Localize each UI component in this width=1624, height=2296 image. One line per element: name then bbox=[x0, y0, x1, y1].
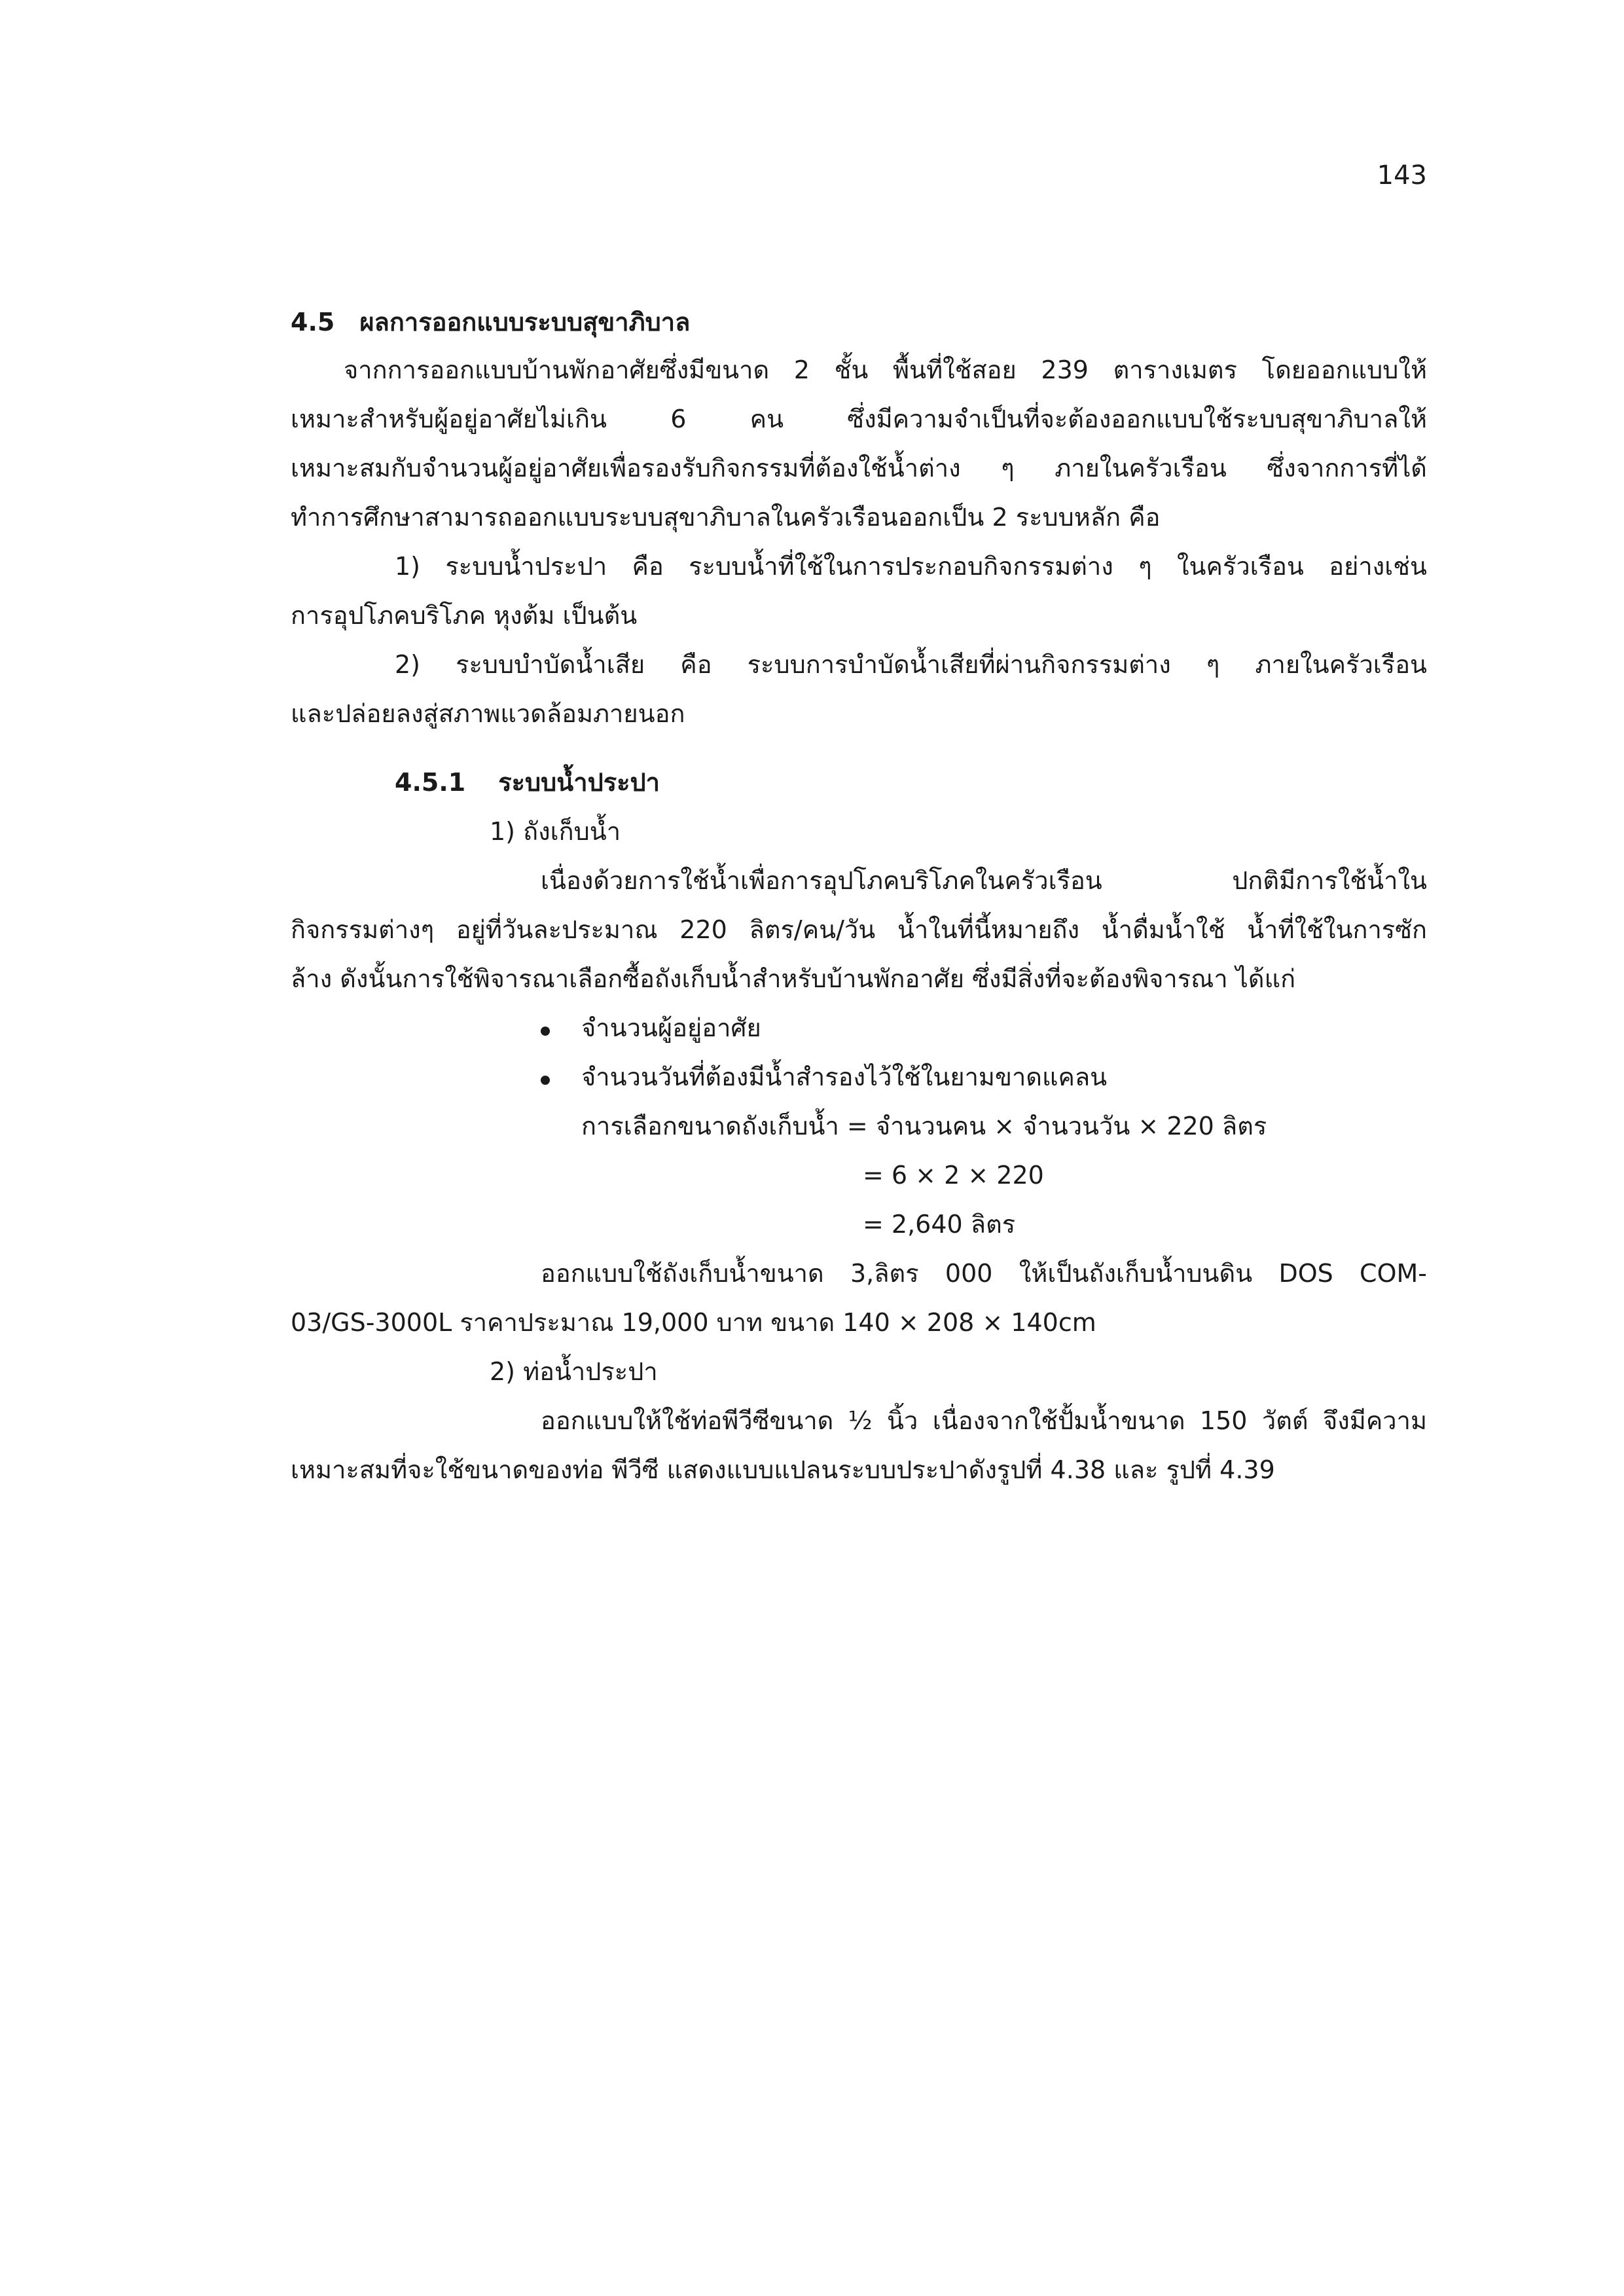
item-2-para-line-2: เหมาะสมที่จะใช้ขนาดของท่อ พีวีซี แสดงแบบแปลนระบบประปาดังรูปที่ 4.38 และ รูปที่ 4.39 bbox=[291, 1455, 1275, 1484]
system-2-line-1: 2) ระบบบำบัดน้ำเสีย คือ ระบบการบำบัดน้ำเสียที่ผ่านกิจกรรมต่าง ๆ ภายในครัวเรือน bbox=[395, 650, 1427, 679]
tank-design-line-1: ออกแบบใช้ถังเก็บน้ำขนาด 3,ลิตร 000 ให้เป็นถังเก็บน้ำบนดิน DOS COM- bbox=[541, 1259, 1427, 1288]
bullet-dot bbox=[541, 1076, 550, 1085]
bullet-item-2: จำนวนวันที่ต้องมีน้ำสำรองไว้ใช้ในยามขาดแคลน bbox=[581, 1063, 1108, 1091]
item-1-para-line-1: เนื่องด้วยการใช้น้ำเพื่อการอุปโภคบริโภคในครัวเรือน ปกติมีการใช้น้ำใน bbox=[541, 866, 1427, 895]
item-1-para-line-2: กิจกรรมต่างๆ อยู่ที่วันละประมาณ 220 ลิตร/คน/วัน น้ำในที่นี้หมายถึง น้ำดื่มน้ำใช้ น้ำที่ใช้ในการซัก bbox=[291, 915, 1427, 944]
bullet-dot bbox=[541, 1027, 550, 1036]
section-title: ผลการออกแบบระบบสุขาภิบาล bbox=[359, 308, 691, 337]
item-1-para-line-3: ล้าง ดังนั้นการใช้พิจารณาเลือกซื้อถังเก็บน้ำสำหรับบ้านพักอาศัย ซึ่งมีสิ่งที่จะต้องพิจารณา ได้แก่ bbox=[291, 964, 1296, 993]
item-2-para-line-1: ออกแบบให้ใช้ท่อพีวีซีขนาด ½ นิ้ว เนื่องจากใช้ปั้มน้ำขนาด 150 วัตต์ จึงมีความ bbox=[541, 1406, 1427, 1435]
section-number: 4.5 bbox=[291, 308, 335, 337]
system-2-line-2: และปล่อยลงสู่สภาพแวดล้อมภายนอก bbox=[291, 699, 685, 728]
page-number: 143 bbox=[1377, 160, 1427, 191]
subsection-number: 4.5.1 bbox=[395, 768, 466, 797]
system-1-line-1: 1) ระบบน้ำประปา คือ ระบบน้ำที่ใช้ในการประกอบกิจกรรมต่าง ๆ ในครัวเรือน อย่างเช่น bbox=[395, 552, 1427, 581]
intro-line-3: เหมาะสมกับจำนวนผู้อยู่อาศัยเพื่อรองรับกิจกรรมที่ต้องใช้น้ำต่าง ๆ ภายในครัวเรือน ซึ่งจากการที่ได้ bbox=[291, 454, 1427, 483]
intro-line-1: จากการออกแบบบ้านพักอาศัยซึ่งมีขนาด 2 ชั้น พื้นที่ใช้สอย 239 ตารางเมตร โดยออกแบบให้ bbox=[344, 355, 1427, 384]
system-1-line-2: การอุปโภคบริโภค หุงต้ม เป็นต้น bbox=[291, 601, 638, 630]
subsection-heading bbox=[395, 763, 660, 802]
item-2-title: 2) ท่อน้ำประปา bbox=[490, 1357, 658, 1386]
bullet-item-1: จำนวนผู้อยู่อาศัย bbox=[581, 1013, 761, 1042]
tank-design-line-2: 03/GS-3000L ราคาประมาณ 19,000 บาท ขนาด 140 × 208 × 140cm bbox=[291, 1308, 1096, 1337]
formula-line-1: การเลือกขนาดถังเก็บน้ำ = จำนวนคน × จำนวนวัน × 220 ลิตร bbox=[581, 1112, 1267, 1140]
subsection-title: ระบบน้ำประปา bbox=[498, 768, 660, 797]
section-heading bbox=[291, 302, 690, 342]
intro-line-2: เหมาะสำหรับผู้อยู่อาศัยไม่เกิน 6 คน ซึ่งมีความจำเป็นที่จะต้องออกแบบใช้ระบบสุขาภิบาลให้ bbox=[291, 405, 1427, 433]
formula-line-2: = 6 × 2 × 220 bbox=[863, 1161, 1044, 1190]
intro-line-4: ทำการศึกษาสามารถออกแบบระบบสุขาภิบาลในครัวเรือนออกเป็น 2 ระบบหลัก คือ bbox=[291, 503, 1161, 532]
item-1-title: 1) ถังเก็บน้ำ bbox=[490, 817, 621, 846]
formula-line-3: = 2,640 ลิตร bbox=[863, 1210, 1016, 1239]
